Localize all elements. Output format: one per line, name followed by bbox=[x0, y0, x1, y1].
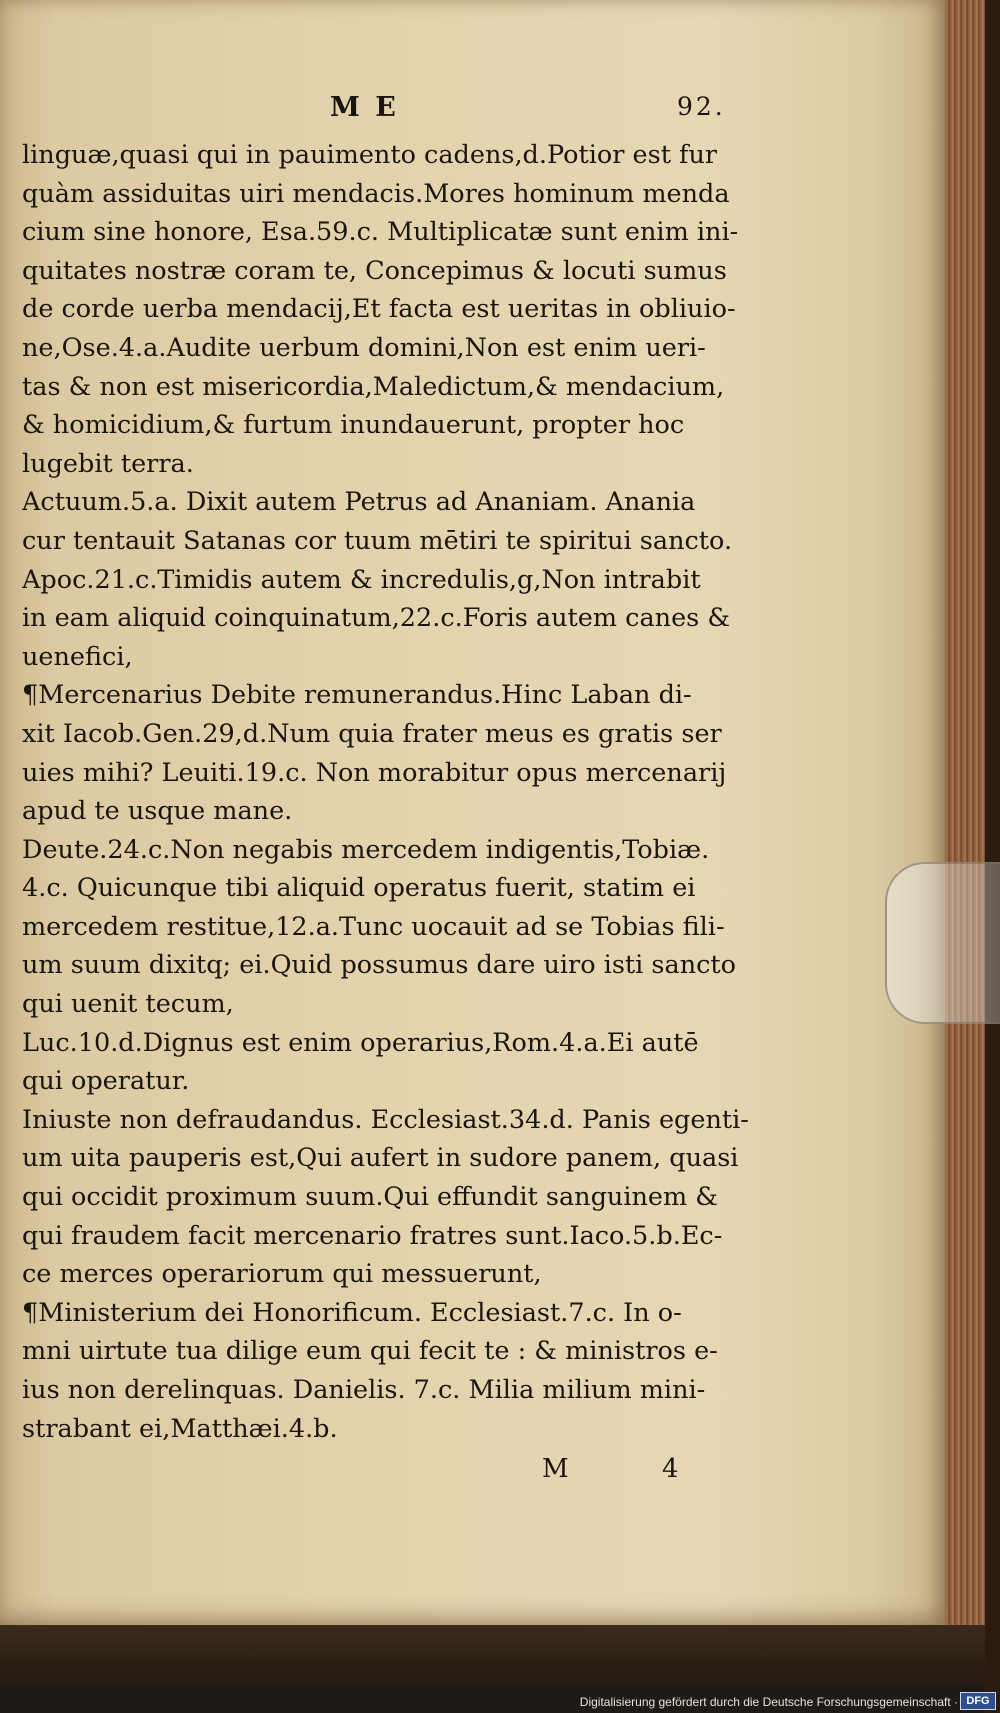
dfg-logo: DFG bbox=[960, 1692, 996, 1710]
text-line: Iniuste non defraudandus. Ecclesiast.34.d. Panis egenti- bbox=[22, 1104, 749, 1135]
text-line: um uita pauperis est,Qui aufert in sudore panem, quasi bbox=[22, 1143, 739, 1174]
text-line: cur tentauit Satanas cor tuum mētiri te spiritui sancto. bbox=[22, 525, 733, 556]
text-line: Deute.24.c.Non negabis mercedem indigentis,Tobiæ. bbox=[22, 834, 710, 865]
text-line: ne,Ose.4.a.Audite uerbum domini,Non est enim ueri- bbox=[22, 332, 706, 363]
text-line: in eam aliquid coinquinatum,22.c.Foris autem canes & bbox=[22, 603, 731, 634]
book-cover-edge bbox=[985, 0, 1000, 1713]
text-line: strabant ei,Matthæi.4.b. bbox=[22, 1413, 338, 1444]
text-line: 4.c. Quicunque tibi aliquid operatus fuerit, statim ei bbox=[22, 873, 696, 904]
text-line: Actuum.5.a. Dixit autem Petrus ad Ananiam. Anania bbox=[22, 487, 696, 518]
text-line: ius non derelinquas. Danielis. 7.c. Milia milium mini- bbox=[22, 1375, 706, 1405]
text-line: lugebit terra. bbox=[22, 448, 194, 479]
text-line: ce merces operariorum qui messuerunt, bbox=[22, 1259, 542, 1290]
page-footer bbox=[22, 1454, 792, 1498]
text-line: mercedem restitue,12.a.Tunc uocauit ad se Tobias fili- bbox=[22, 911, 725, 942]
text-line: ¶Mercenarius Debite remunerandus.Hinc Laban di- bbox=[22, 680, 692, 711]
text-line: Apoc.21.c.Timidis autem & incredulis,g,Non intrabit bbox=[22, 564, 701, 595]
text-line: mni uirtute tua dilige eum qui fecit te : & ministros e- bbox=[22, 1336, 718, 1367]
text-line: qui occidit proximum suum.Qui effundit sanguinem & bbox=[22, 1182, 719, 1213]
text-line: qui operatur. bbox=[22, 1066, 190, 1097]
page-text bbox=[22, 92, 792, 1498]
text-line: uenefici, bbox=[22, 641, 133, 672]
text-line: de corde uerba mendacij,Et facta est ueritas in obliuio- bbox=[22, 294, 736, 325]
page-number: 92. bbox=[677, 92, 726, 121]
text-line: uies mihi? Leuiti.19.c. Non morabitur opus mercenarij bbox=[22, 757, 727, 788]
text-line: xit Iacob.Gen.29,d.Num quia frater meus es gratis ser bbox=[22, 718, 722, 749]
text-line: quitates nostræ coram te, Concepimus & locuti sumus bbox=[22, 255, 727, 286]
text-body bbox=[22, 136, 792, 1448]
text-line: quàm assiduitas uiri mendacis.Mores hominum menda bbox=[22, 178, 730, 209]
digitization-credit: Digitalisierung gefördert durch die Deutsche Forschungsgemeinschaft · bbox=[579, 1695, 958, 1709]
text-line: tas & non est misericordia,Maledictum,& mendacium, bbox=[22, 371, 725, 402]
scan-bottom-band bbox=[0, 1625, 985, 1685]
header-signature: M E bbox=[330, 92, 399, 123]
footer-signature: M bbox=[542, 1454, 569, 1485]
text-line: linguæ,quasi qui in pauimento cadens,d.Potior est fur bbox=[22, 140, 718, 170]
text-line: qui uenit tecum, bbox=[22, 989, 234, 1020]
text-line: ¶Ministerium dei Honorificum. Ecclesiast.7.c. In o- bbox=[22, 1297, 682, 1328]
text-line: um suum dixitq; ei.Quid possumus dare uiro isti sancto bbox=[22, 950, 737, 981]
text-line: Luc.10.d.Dignus est enim operarius,Rom.4.a.Ei autē bbox=[22, 1027, 699, 1058]
text-line: apud te usque mane. bbox=[22, 796, 293, 827]
glass-page-holder bbox=[885, 862, 1000, 1024]
text-line: qui fraudem facit mercenario fratres sunt.Iaco.5.b.Ec- bbox=[22, 1220, 723, 1251]
page-edges bbox=[945, 0, 985, 1660]
text-line: & homicidium,& furtum inundauerunt, propter hoc bbox=[22, 410, 685, 441]
page-header bbox=[22, 92, 792, 136]
footer-number: 4 bbox=[662, 1454, 679, 1485]
text-line: cium sine honore, Esa.59.c. Multiplicatæ sunt enim ini- bbox=[22, 217, 739, 248]
